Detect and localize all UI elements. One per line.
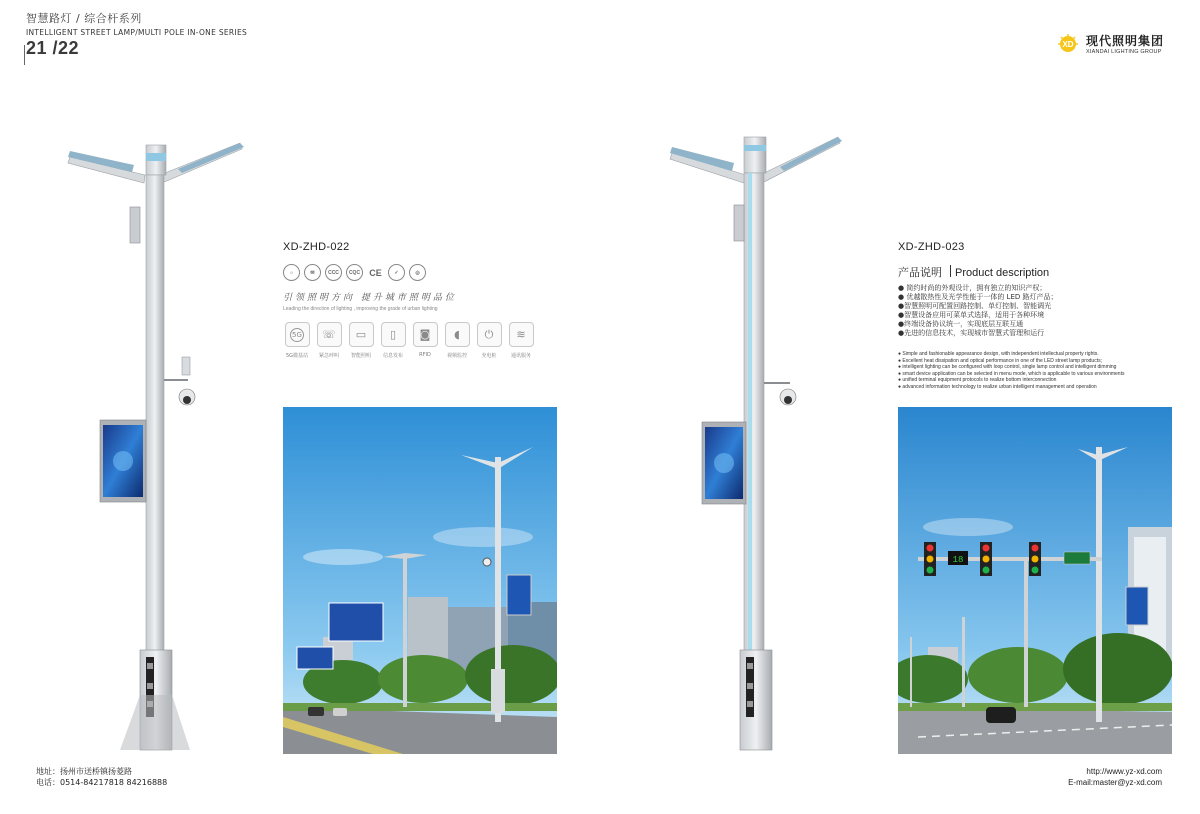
feature-label: RFID bbox=[419, 352, 431, 358]
feature-label: 5G微基站 bbox=[285, 353, 309, 359]
feature-label: 视频监控 bbox=[446, 353, 467, 359]
slogan-en: Leading the direction of lighting , improving the grade of urban lighting bbox=[283, 306, 438, 312]
pole-illustration-022 bbox=[60, 135, 260, 760]
desc-en-item: ● Excellent heat dissipation and optical performance in one of the LED street lamp products; bbox=[898, 357, 1102, 364]
page-header bbox=[26, 10, 247, 59]
brand-logo-block bbox=[1056, 32, 1164, 55]
ccc-icon: CCC bbox=[325, 264, 342, 281]
description-cn-list bbox=[898, 284, 1178, 338]
desc-en-item: ● unified terminal equipment protocols to realize bottom interconnection bbox=[898, 377, 1057, 384]
model-number-023: XD-ZHD-023 bbox=[898, 241, 965, 253]
footer-web bbox=[1068, 766, 1162, 788]
info-release-icon: ▯ bbox=[389, 328, 397, 341]
xd-logo-icon bbox=[1056, 34, 1080, 54]
feature-label: 通讯服务 bbox=[510, 353, 531, 359]
desc-title-en: Product description bbox=[955, 267, 1050, 279]
emergency-call-icon: ☏ bbox=[322, 328, 336, 341]
feature-icons bbox=[283, 322, 535, 359]
series-title-cn: 智慧路灯 / 综合杆系列 bbox=[26, 12, 142, 25]
footer-contact bbox=[36, 766, 167, 788]
feature-emergency-call bbox=[315, 322, 343, 359]
feature-signal bbox=[507, 322, 535, 359]
feature-label: 智能照明 bbox=[350, 353, 371, 359]
cqc-icon: CQC bbox=[346, 264, 363, 281]
feature-info-release bbox=[379, 322, 407, 359]
signal-icon: ≋ bbox=[516, 328, 526, 341]
footer-phone: 电话：0514-84217818 84216888 bbox=[36, 778, 168, 787]
feature-smart-lighting bbox=[347, 322, 375, 359]
product-description-heading bbox=[898, 264, 1049, 280]
feature-label: 充电桩 bbox=[481, 353, 497, 359]
desc-title-cn: 产品说明 bbox=[898, 266, 942, 279]
desc-cn-item: ●智慧设备应用可菜单式选择，适用于各种环境 bbox=[898, 311, 1045, 319]
feature-label: 紧急呼叫 bbox=[318, 353, 339, 359]
smart-lighting-icon: ▭ bbox=[355, 328, 367, 341]
pole-illustration-023 bbox=[660, 135, 860, 760]
feature-label: 信息发布 bbox=[382, 353, 403, 359]
feature-camera bbox=[443, 322, 471, 359]
camera-icon: ◖ bbox=[454, 328, 460, 341]
desc-cn-item: ●终端设备协议统一，实现底层互联互通 bbox=[898, 320, 1024, 328]
cert-icon-6: ✓ bbox=[388, 264, 405, 281]
desc-cn-item: ●先进的信息技术，实现城市智慧式管理和运行 bbox=[898, 329, 1045, 337]
header-divider bbox=[24, 45, 25, 65]
desc-cn-item: ● 简约时尚的外观设计，拥有独立的知识产权； bbox=[898, 284, 1047, 292]
description-en-list bbox=[898, 351, 1178, 391]
desc-en-item: ● advanced information technology to realize urban intelligent management and operation bbox=[898, 383, 1097, 390]
series-title-en: INTELLIGENT STREET LAMP/MULTI POLE IN-ONE SERIES bbox=[26, 28, 248, 37]
feature-charging bbox=[475, 322, 503, 359]
feature-5g bbox=[283, 322, 311, 359]
footer-address: 地址：扬州市送桥镇扬菱路 bbox=[36, 767, 132, 776]
charging-icon: ⏻ bbox=[484, 327, 494, 341]
desc-en-item: ● intelligent lighting can be configured with loop control, single lamp control and intelligent dimming bbox=[898, 364, 1117, 371]
footer-email[interactable]: E-mail:master@yz-xd.com bbox=[1068, 778, 1162, 787]
cert-icon-1: ☼ bbox=[283, 264, 300, 281]
brand-name-cn: 现代照明集团 bbox=[1085, 34, 1164, 48]
ce-icon: CE bbox=[369, 267, 382, 278]
certification-icons bbox=[283, 264, 426, 281]
svg-text:XD: XD bbox=[1062, 39, 1074, 49]
cert-icon-2: ✉ bbox=[304, 264, 321, 281]
desc-cn-item: ● 优越散热性及光学性能于一体的 LED 路灯产品； bbox=[898, 293, 1058, 301]
slogan-cn: 引领照明方向 提升城市照明品位 bbox=[283, 293, 457, 303]
brand-name-en: XIANDAI LIGHTING GROUP bbox=[1085, 49, 1162, 55]
page-number: 21 /22 bbox=[26, 38, 80, 58]
feature-rfid bbox=[411, 322, 439, 359]
footer-website[interactable]: http://www.yz-xd.com bbox=[1086, 767, 1162, 776]
desc-en-item: ● smart device application can be selected in menu mode, which is applicable to various environments bbox=[898, 370, 1125, 377]
5g-icon: 5G bbox=[290, 328, 304, 342]
rfid-icon: ◙ bbox=[419, 328, 431, 341]
desc-en-item: ● Simple and fashionable appearance design, with independent intellectual property rights. bbox=[898, 351, 1099, 357]
model-number-022: XD-ZHD-022 bbox=[283, 241, 350, 253]
countdown-display: 18 bbox=[952, 555, 964, 565]
cert-icon-7: ◎ bbox=[409, 264, 426, 281]
street-photo-022 bbox=[283, 407, 557, 754]
street-photo-023 bbox=[898, 407, 1172, 754]
desc-cn-item: ●智慧照明可配置回路控制、单灯控制、智能调光 bbox=[898, 302, 1052, 310]
